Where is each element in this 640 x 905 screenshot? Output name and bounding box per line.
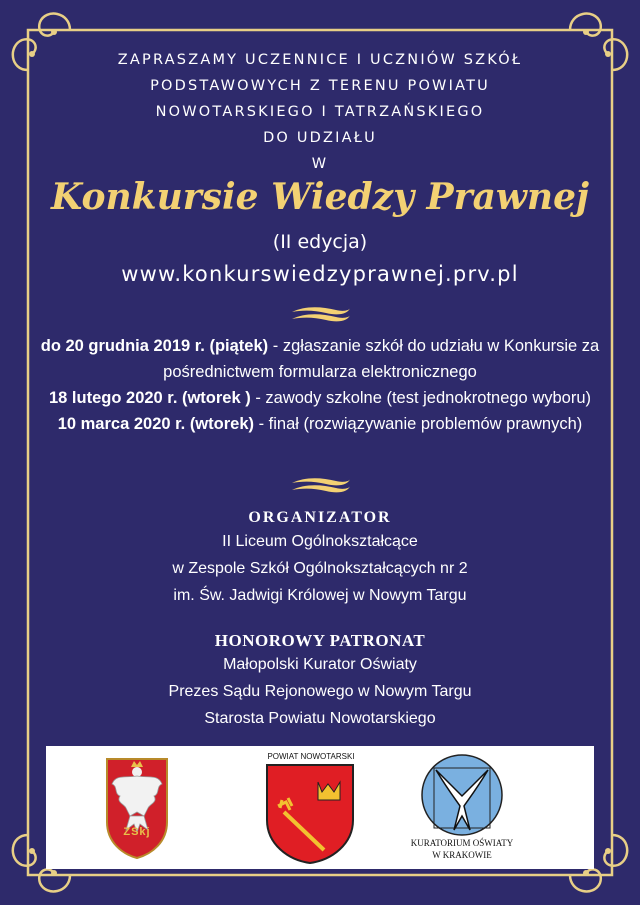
organizer-line-1: II Liceum Ogólnokształcące — [222, 533, 418, 550]
organizer-heading: ORGANIZATOR — [248, 509, 392, 526]
organizer-line-2: w Zespole Szkół Ogólnokształcących nr 2 — [172, 560, 468, 577]
schedule-date: 18 lutego 2020 r. (wtorek ) — [49, 389, 251, 407]
county-coat-of-arms-icon — [264, 762, 356, 866]
intro-line-5: W — [311, 156, 329, 172]
schedule-desc: - finał (rozwiązywanie problemów prawnych) — [254, 415, 583, 433]
kuratorium-line-2: W KRAKOWIE — [432, 850, 492, 860]
intro-line-1: ZAPRASZAMY UCZENNICE I UCZNIÓW SZKÓŁ — [117, 52, 523, 68]
flourish-divider-bottom — [290, 475, 352, 497]
contest-url: www.konkurswiedzyprawnej.prv.pl — [121, 262, 519, 286]
kuratorium-line-1: KURATORIUM OŚWIATY — [410, 838, 514, 848]
edition-label: (II edycja) — [272, 231, 368, 253]
schedule-date: do 20 grudnia 2019 r. (piątek) — [40, 337, 269, 355]
schedule-desc: - zgłaszanie szkół do udziału w Konkursie za pośrednictwem formularza elektronicznego — [163, 337, 600, 381]
school-eagle-icon — [104, 756, 170, 860]
intro-line-2: PODSTAWOWYCH Z TERENU POWIATU — [150, 78, 490, 94]
schedule — [14, 333, 626, 437]
patronage-line-2: Prezes Sądu Rejonowego w Nowym Targu — [168, 683, 472, 700]
intro-line-3: NOWOTARSKIEGO I TATRZAŃSKIEGO — [155, 104, 485, 120]
schedule-desc: - zawody szkolne (test jednokrotnego wyboru) — [250, 389, 591, 407]
flourish-divider-top — [290, 304, 352, 326]
logos-strip — [46, 746, 594, 869]
patronage-heading: HONOROWY PATRONAT — [214, 631, 426, 650]
patronage-line-1: Małopolski Kurator Oświaty — [223, 656, 417, 673]
kuratorium-swallow-icon — [414, 750, 510, 840]
schedule-date: 10 marca 2020 r. (wtorek) — [57, 415, 254, 433]
schedule-item — [14, 411, 626, 437]
intro-line-4: DO UDZIAŁU — [263, 130, 377, 146]
patronage-line-3: Starosta Powiatu Nowotarskiego — [204, 710, 436, 727]
school-monogram: ZSkj — [123, 826, 151, 838]
schedule-item — [14, 333, 626, 385]
organizer-line-3: im. Św. Jadwigi Królowej w Nowym Targu — [173, 587, 467, 604]
county-label: POWIAT NOWOTARSKI — [267, 752, 355, 761]
contest-title: Konkursie Wiedzy Prawnej — [50, 176, 590, 218]
schedule-item — [14, 385, 626, 411]
